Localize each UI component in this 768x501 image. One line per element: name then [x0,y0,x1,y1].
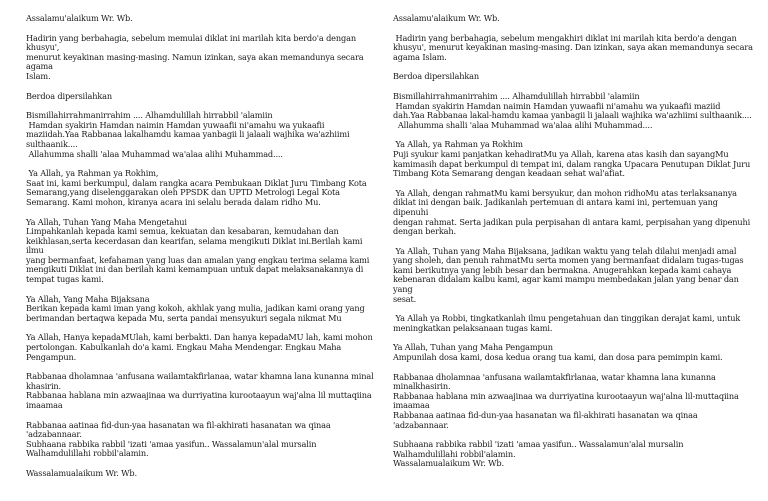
text-line: Berdoa dipersilahkan [393,71,479,82]
text-line: mengikuti Diklat ini dan berilah kami kemampuan untuk dapat melaksanakannya di [26,264,364,275]
text-line: diklat ini dengan baik. Jadikanlah pertemuan di antara kami ini, pertemuan yang dipenuhi [393,197,721,217]
text-line: Saat ini, kami berkumpul, dalam rangka acara Pembukaan Diklat Juru Timbang Kota [26,177,367,188]
text-line: khasirin. [26,380,61,391]
text-line: Ya Allah, ya Rahman ya Rokhim, [26,168,159,179]
text-line: dengan rahmat. Serta jadikan pula perpisahan di antara kami, perpisahan yang dipenuhi [393,216,751,227]
text-line: Ya Allah, Hanya kepadaMUlah, kami berbakti. Dan hanya kepadaMU lah, kami mohon [26,332,373,343]
text-line: pertolongan. Kabulkanlah do'a kami. Engkau Maha Mendengar. Engkau Maha Pengampun. [26,342,344,362]
text-line: Rabbanaa hablana min azwaajinaa wa durriyatina kurootaayun waj'alna lil muttaqiina [26,390,372,401]
text-line: Limpahkanlah kepada kami semua, kekuatan dan kesabaran, kemudahan dan [26,226,339,237]
text-line: agama Islam. [393,51,447,62]
text-line: berimandan bertaqwa kepada Mu, serta pandai mensyukuri segala nikmat Mu [26,312,342,323]
text-line: Allahumma shalli 'alaa Muhammad wa'alaa alihi Muhammad.... [26,148,283,159]
opening-paragraph [26,14,381,24]
text-line: Ya Allah, ya Rahman ya Rokhim [393,139,523,150]
text-line: maziidah.Yaa Rabbanaa lakalhamdu kamaa yanbagii li jalaali wajhika wa'azhiimi [26,129,350,140]
opening-paragraph [26,111,381,159]
text-line: Bismillahirrahmanirrahim .... Alhamdulillah hirrabbil 'alamiin [26,110,273,121]
closing-paragraph [393,14,753,24]
text-line: Islam. [26,70,51,81]
text-line: Ya Allah, Tuhan yang Maha Pengampun [393,342,553,353]
text-line: khusyu', menurut keyakinan masing-masing. Dan izinkan, saya akan memandunya secara [393,42,753,53]
opening-paragraph [26,421,381,459]
text-line: Subhaana rabbika rabbil 'izati 'amaa yasifun.. Wassalamun'alal mursalin [393,439,684,450]
opening-paragraph [26,295,381,324]
text-line: Walhamdulillahi robbil'alamin. [393,448,516,459]
closing-paragraph [393,189,753,237]
text-line: imaamaa [26,400,63,410]
opening-paragraph [26,372,381,410]
text-line: Rabbanaa aatinaa fid-dun-yaa hasanatan wa fil-akhirati hasanatan wa qinaa 'adzabannaar. [26,419,334,440]
closing-paragraph [393,440,753,469]
text-line: Puji syukur kami panjatkan kehadiratMu ya Allah, karena atas kasih dan sayangMu [393,148,729,159]
text-line: tempat tugas kami. [26,274,104,285]
closing-paragraph [393,314,753,333]
text-line: Rabbanaa dholamnaa 'anfusana wailamtakfirlanaa, watar khamna lana kunanna minal [26,371,374,382]
text-line: Ampunilah dosa kami, dosa kedua orang tua kami, dan dosa para pemimpin kami. [393,352,723,363]
text-line: keikhlasan,serta kecerdasan dan kearifan, selama mengikuti Diklat ini.Berilah kami ilmu [26,235,365,256]
text-line: Assalamu'alaikum Wr. Wb. [393,13,500,23]
text-line: Hamdan syakirin Hamdan naimin Hamdan yuwaafii ni'amahu wa yukaafii maziid [393,100,721,111]
opening-paragraph [26,218,381,285]
text-line: minalkhasirin. [393,381,451,392]
text-line: meningkatkan pelaksanaan tugas kami. [393,322,553,333]
text-line: Semarang,yang diselenggarakan oleh PPSDK dan UPTD Metrologi Legal Kota [26,187,340,198]
text-line: Hadirin yang berbahagia, sebelum mengakhiri diklat ini marilah kita berdo'a dengan [393,32,737,43]
text-line: Assalamu'alaikum Wr. Wb. [26,13,133,23]
text-line: Berikan kepada kami iman yang kokoh, akhlak yang mulia, jadikan kami orang yang [26,303,365,314]
text-line: yang bermanfaat, kefahaman yang luas dan amalan yang engkau terima selama kami [26,254,370,265]
text-line: Rabbanaa aatinaa fid-dun-yaa hasanatan wa fil-akhirati hasanatan wa qinaa 'adzabannaar. [393,410,701,430]
opening-paragraph [26,333,381,362]
closing-paragraph [393,140,753,178]
text-line: yang sholeh, dan penuh rahmatMu serta momen yang bermanfaat didalam tugas-tugas [393,255,744,266]
opening-paragraph [26,92,381,102]
text-line: Ya Allah, Tuhan yang Maha Bijaksana, jadikan waktu yang telah dilalui menjadi amal [393,245,737,256]
opening-paragraph [26,34,381,82]
text-line: Semarang. Kami mohon, kiranya acara ini selalu berada dalam ridho Mu. [26,196,321,207]
closing-prayer-column [393,14,753,479]
closing-paragraph [393,34,753,63]
closing-paragraph [393,92,753,130]
closing-paragraph [393,247,753,305]
text-line: sulthaanik.... [26,138,78,149]
text-line: Hamdan syakirin Hamdan naimin Hamdan yuwaafii ni'amahu wa yukaafii [26,119,325,130]
text-line: Ya Allah ya Robbi, tingkatkanlah ilmu pengetahuan dan tinggikan derajat kami, untuk [393,313,741,324]
opening-paragraph [26,469,381,479]
opening-paragraph [26,169,381,207]
text-line: kebenaran didalam kalbu kami, agar kami mampu membedakan jalan yang benar dan yang [393,274,742,295]
closing-paragraph [393,343,753,362]
text-line: kami berikutnya yang lebih besar dan bermakna. Anugerahkan kepada kami cahaya [393,264,732,275]
closing-paragraph [393,373,753,431]
text-line: Ya Allah, dengan rahmatMu kami bersyukur, dan mohon ridhoMu atas terlaksananya [393,187,737,198]
text-line: dah.Yaa Rabbanaa lakal-hamdu kamaa yanbagii li jalaali wajhika wa'azhiimi sulthaanik.... [393,110,752,121]
closing-paragraph [393,72,753,82]
text-line: menurut keyakinan masing-masing. Namun izinkan, saya akan memandunya secara agama [26,51,366,72]
text-line: Berdoa dipersilahkan [26,90,112,101]
text-line: kamimasih dapat berkumpul di tempat ini, dalam rangka Upacara Penutupan Diklat Juru [393,158,751,169]
text-line: Subhaana rabbika rabbil 'izati 'amaa yasifun.. Wassalamun'alal mursalin [26,438,317,449]
text-line: Ya Allah, Yang Maha Bijaksana [26,293,150,304]
text-line: Bismillahirrahmanirrahim .... Alhamdulillah hirrabbil 'alamiin [393,90,640,101]
text-line: Timbang Kota Semarang dengan keadaan sehat wal'afiat. [393,168,625,179]
text-line: dengan berkah. [393,226,456,237]
text-line: Wassalamualaikum Wr. Wb. [26,467,137,478]
text-line: imaamaa [393,400,430,411]
opening-prayer-column [26,14,381,489]
text-line: Hadirin yang berbahagia, sebelum memulai diklat ini marilah kita berdo'a dengan khusyu', [26,32,359,53]
text-line: Walhamdulillahi robbil'alamin. [26,448,149,459]
text-line: Wassalamualaikum Wr. Wb. [393,458,504,469]
text-line: Allahumma shalli 'alaa Muhammad wa'alaa alihi Muhammad.... [393,119,653,130]
text-line: Rabbanaa dholamnaa 'anfusana wailamtakfirlanaa, watar khamna lana kunanna [393,371,716,382]
text-line: Ya Allah, Tuhan Yang Maha Mengetahui [26,216,187,227]
text-line: sesat. [393,293,417,304]
text-line: Rabbanaa hablana min azwaajinaa wa durriyatina kurootaayun waj'alna lil-muttaqiina [393,390,739,401]
